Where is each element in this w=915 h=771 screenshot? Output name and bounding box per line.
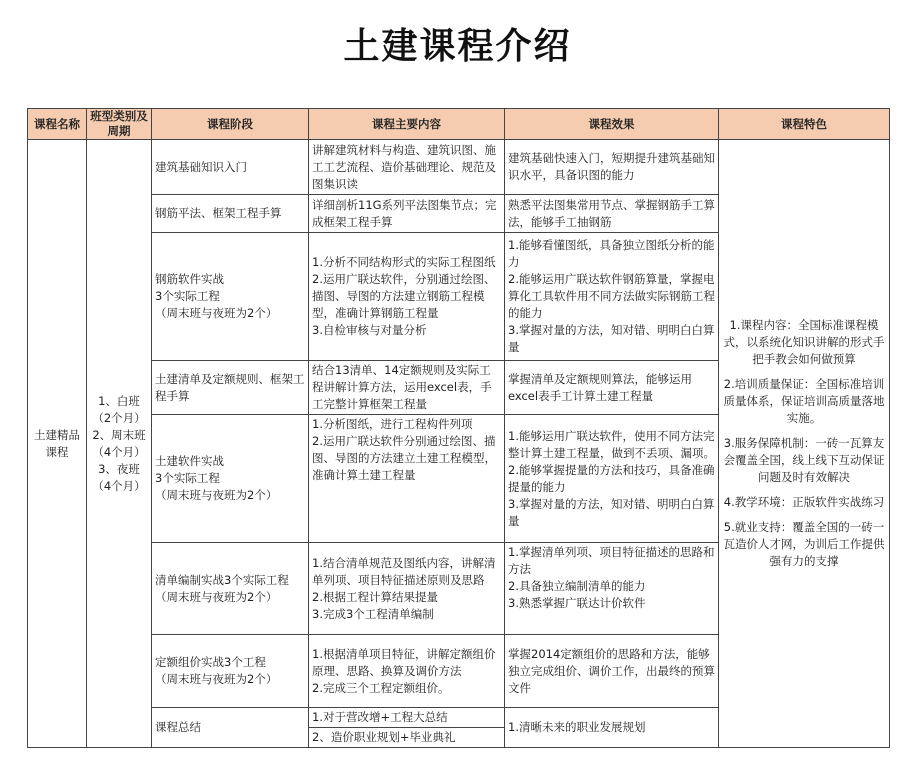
header-effect: 课程效果 [505, 109, 719, 140]
feature-item: 2.培训质量保证：全国标准培训质量体系，保证培训高质量落地实施。 [723, 377, 885, 425]
stage-text: 土建软件实战 [155, 454, 224, 468]
feature-item: 1.课程内容：全国标准课程模式，以系统化知识讲解的形式手把手教会如何做预算 [723, 318, 885, 366]
content-text: 1.根据清单项目特征，讲解定额组价原理、思路、换算及调价方法 [312, 646, 496, 678]
stage-cell [152, 635, 309, 708]
class-type-line: 1、白班 [98, 393, 140, 408]
effect-text: 掌握2014定额组价的思路和方法，能够独立完成组价、调价工作，出最终的预算文件 [508, 646, 715, 695]
class-type-line: （4个月） [92, 478, 146, 493]
content-text: 1.对于营改增+工程大总结 [312, 710, 448, 724]
content-text: 1.分析图纸，进行工程构件列项 [312, 417, 473, 431]
feature-item: 3.服务保障机制：一砖一瓦算友会覆盖全国，线上线下互动保证问题及时有效解决 [723, 436, 885, 484]
header-stage: 课程阶段 [152, 109, 309, 140]
content-text: 讲解建筑材料与构造、建筑识图、施工工艺流程、造价基础理论、规范及图集识读 [312, 142, 496, 191]
table-header-row [28, 109, 890, 140]
header-features: 课程特色 [719, 109, 890, 140]
content-cell [309, 415, 505, 543]
features-cell [719, 140, 890, 748]
stage-text: 定额组价实战3个工程 [155, 655, 266, 669]
header-class-type: 班型类别及周期 [87, 109, 152, 140]
content-cell [309, 140, 505, 195]
effect-text: 1.掌握清单列项、项目特征描述的思路和方法 [508, 545, 715, 576]
content-cell [309, 708, 505, 748]
class-type-line: （4个月） [92, 444, 146, 459]
content-cell [309, 635, 505, 708]
class-type-line: 2、周末班 [92, 427, 146, 442]
effect-cell [505, 708, 719, 748]
effect-text: 建筑基础快速入门，短期提升建筑基础知识水平，具备识图的能力 [508, 151, 715, 182]
stage-text: （周末班与夜班为2个） [155, 589, 278, 604]
stage-text: （周末班与夜班为2个） [155, 488, 278, 502]
effect-cell [505, 543, 719, 635]
content-text: 3.完成3个工程清单编制 [312, 606, 434, 621]
feature-item: 4.教学环境：正版软件实战练习 [723, 495, 885, 509]
stage-cell [152, 361, 309, 415]
content-text: 结合13清单、14定额规则及实际工程讲解计算方法，运用excel表，手工完整计算框架工程量 [312, 363, 492, 411]
content-text: 2、造价职业规划+毕业典礼 [309, 727, 504, 747]
stage-cell [152, 543, 309, 635]
content-text: 3.自检审核与对量分析 [312, 323, 427, 337]
effect-cell [505, 635, 719, 708]
effect-cell [505, 233, 719, 361]
content-cell [309, 361, 505, 415]
stage-text: 钢筋软件实战 [155, 272, 224, 286]
content-text: 1.分析不同结构形式的实际工程图纸 [312, 255, 496, 269]
effect-cell [505, 415, 719, 543]
effect-text: 3.掌握对量的方法，知对错、明明白白算量 [508, 496, 715, 528]
stage-text: 清单编制实战3个实际工程 [155, 572, 289, 587]
effect-cell [505, 361, 719, 415]
stage-text: 土建清单及定额规则、框架工程手算 [155, 371, 305, 403]
content-text: 2.根据工程计算结果提量 [312, 589, 438, 604]
content-cell [309, 195, 505, 233]
class-type-cell [87, 140, 152, 748]
effect-text: 掌握清单及定额规则算法，能够运用excel表手工计算土建工程量 [508, 371, 692, 403]
effect-text: 2.能够掌握提量的方法和技巧，具备准确提量的能力 [508, 462, 715, 494]
page-title: 土建课程介绍 [343, 26, 572, 67]
stage-text: 建筑基础知识入门 [155, 159, 247, 174]
course-name: 土建精品课程 [34, 427, 80, 459]
effect-text: 1.清晰未来的职业发展规划 [508, 720, 646, 734]
stage-cell [152, 140, 309, 195]
content-cell [309, 233, 505, 361]
effect-text: 1.能够运用广联达软件，使用不同方法完整计算土建工程量，做到不丢项、漏项。 [508, 428, 715, 460]
content-text: 详细剖析11G系列平法图集节点；完成框架工程手算 [312, 197, 497, 229]
stage-text: （周末班与夜班为2个） [155, 672, 278, 686]
stage-cell [152, 195, 309, 233]
content-text: 2.运用广联达软件，分别通过绘图、描图、导图的方法建立钢筋工程模型，准确计算钢筋工程量 [312, 272, 496, 320]
class-type-line: 3、夜班 [98, 461, 140, 476]
stage-text: 课程总结 [155, 720, 201, 734]
stage-cell [152, 233, 309, 361]
content-text: 2.完成三个工程定额组价。 [312, 680, 450, 695]
effect-text: 3.掌握对量的方法，知对错、明明白白算量 [508, 323, 715, 354]
effect-text: 熟悉平法图集常用节点、掌握钢筋手工算法，能够手工抽钢筋 [508, 197, 715, 229]
stage-cell [152, 415, 309, 543]
header-course-name: 课程名称 [28, 109, 87, 140]
effect-cell [505, 195, 719, 233]
content-text: 1.结合清单规范及图纸内容，讲解清单列项、项目特征描述原则及思路 [312, 555, 496, 587]
course-table [27, 108, 890, 748]
course-name-cell [28, 140, 87, 748]
effect-text: 2.具备独立编制清单的能力 [508, 579, 646, 593]
effect-text: 3.熟悉掌握广联达计价软件 [508, 596, 646, 610]
effect-cell [505, 140, 719, 195]
content-text: 2.运用广联达软件分别通过绘图、描图、导图的方法建立土建工程模型，准确计算土建工程量 [312, 434, 496, 482]
stage-text: 3个实际工程 [155, 289, 220, 303]
stage-cell [152, 708, 309, 748]
stage-text: 3个实际工程 [155, 471, 220, 485]
class-type-line: （2个月） [92, 410, 146, 425]
header-content: 课程主要内容 [309, 109, 505, 140]
table-row [28, 140, 890, 195]
effect-text: 1.能够看懂图纸，具备独立图纸分析的能力 [508, 238, 715, 269]
stage-text: （周末班与夜班为2个） [155, 306, 278, 320]
feature-item: 5.就业支持：覆盖全国的一砖一瓦造价人才网，为训后工作提供强有力的支撑 [723, 520, 885, 568]
content-cell [309, 543, 505, 635]
stage-text: 钢筋平法、框架工程手算 [155, 206, 282, 220]
effect-text: 2.能够运用广联达软件钢筋算量，掌握电算化工具软件用不同方法做实际钢筋工程的能力 [508, 272, 715, 320]
